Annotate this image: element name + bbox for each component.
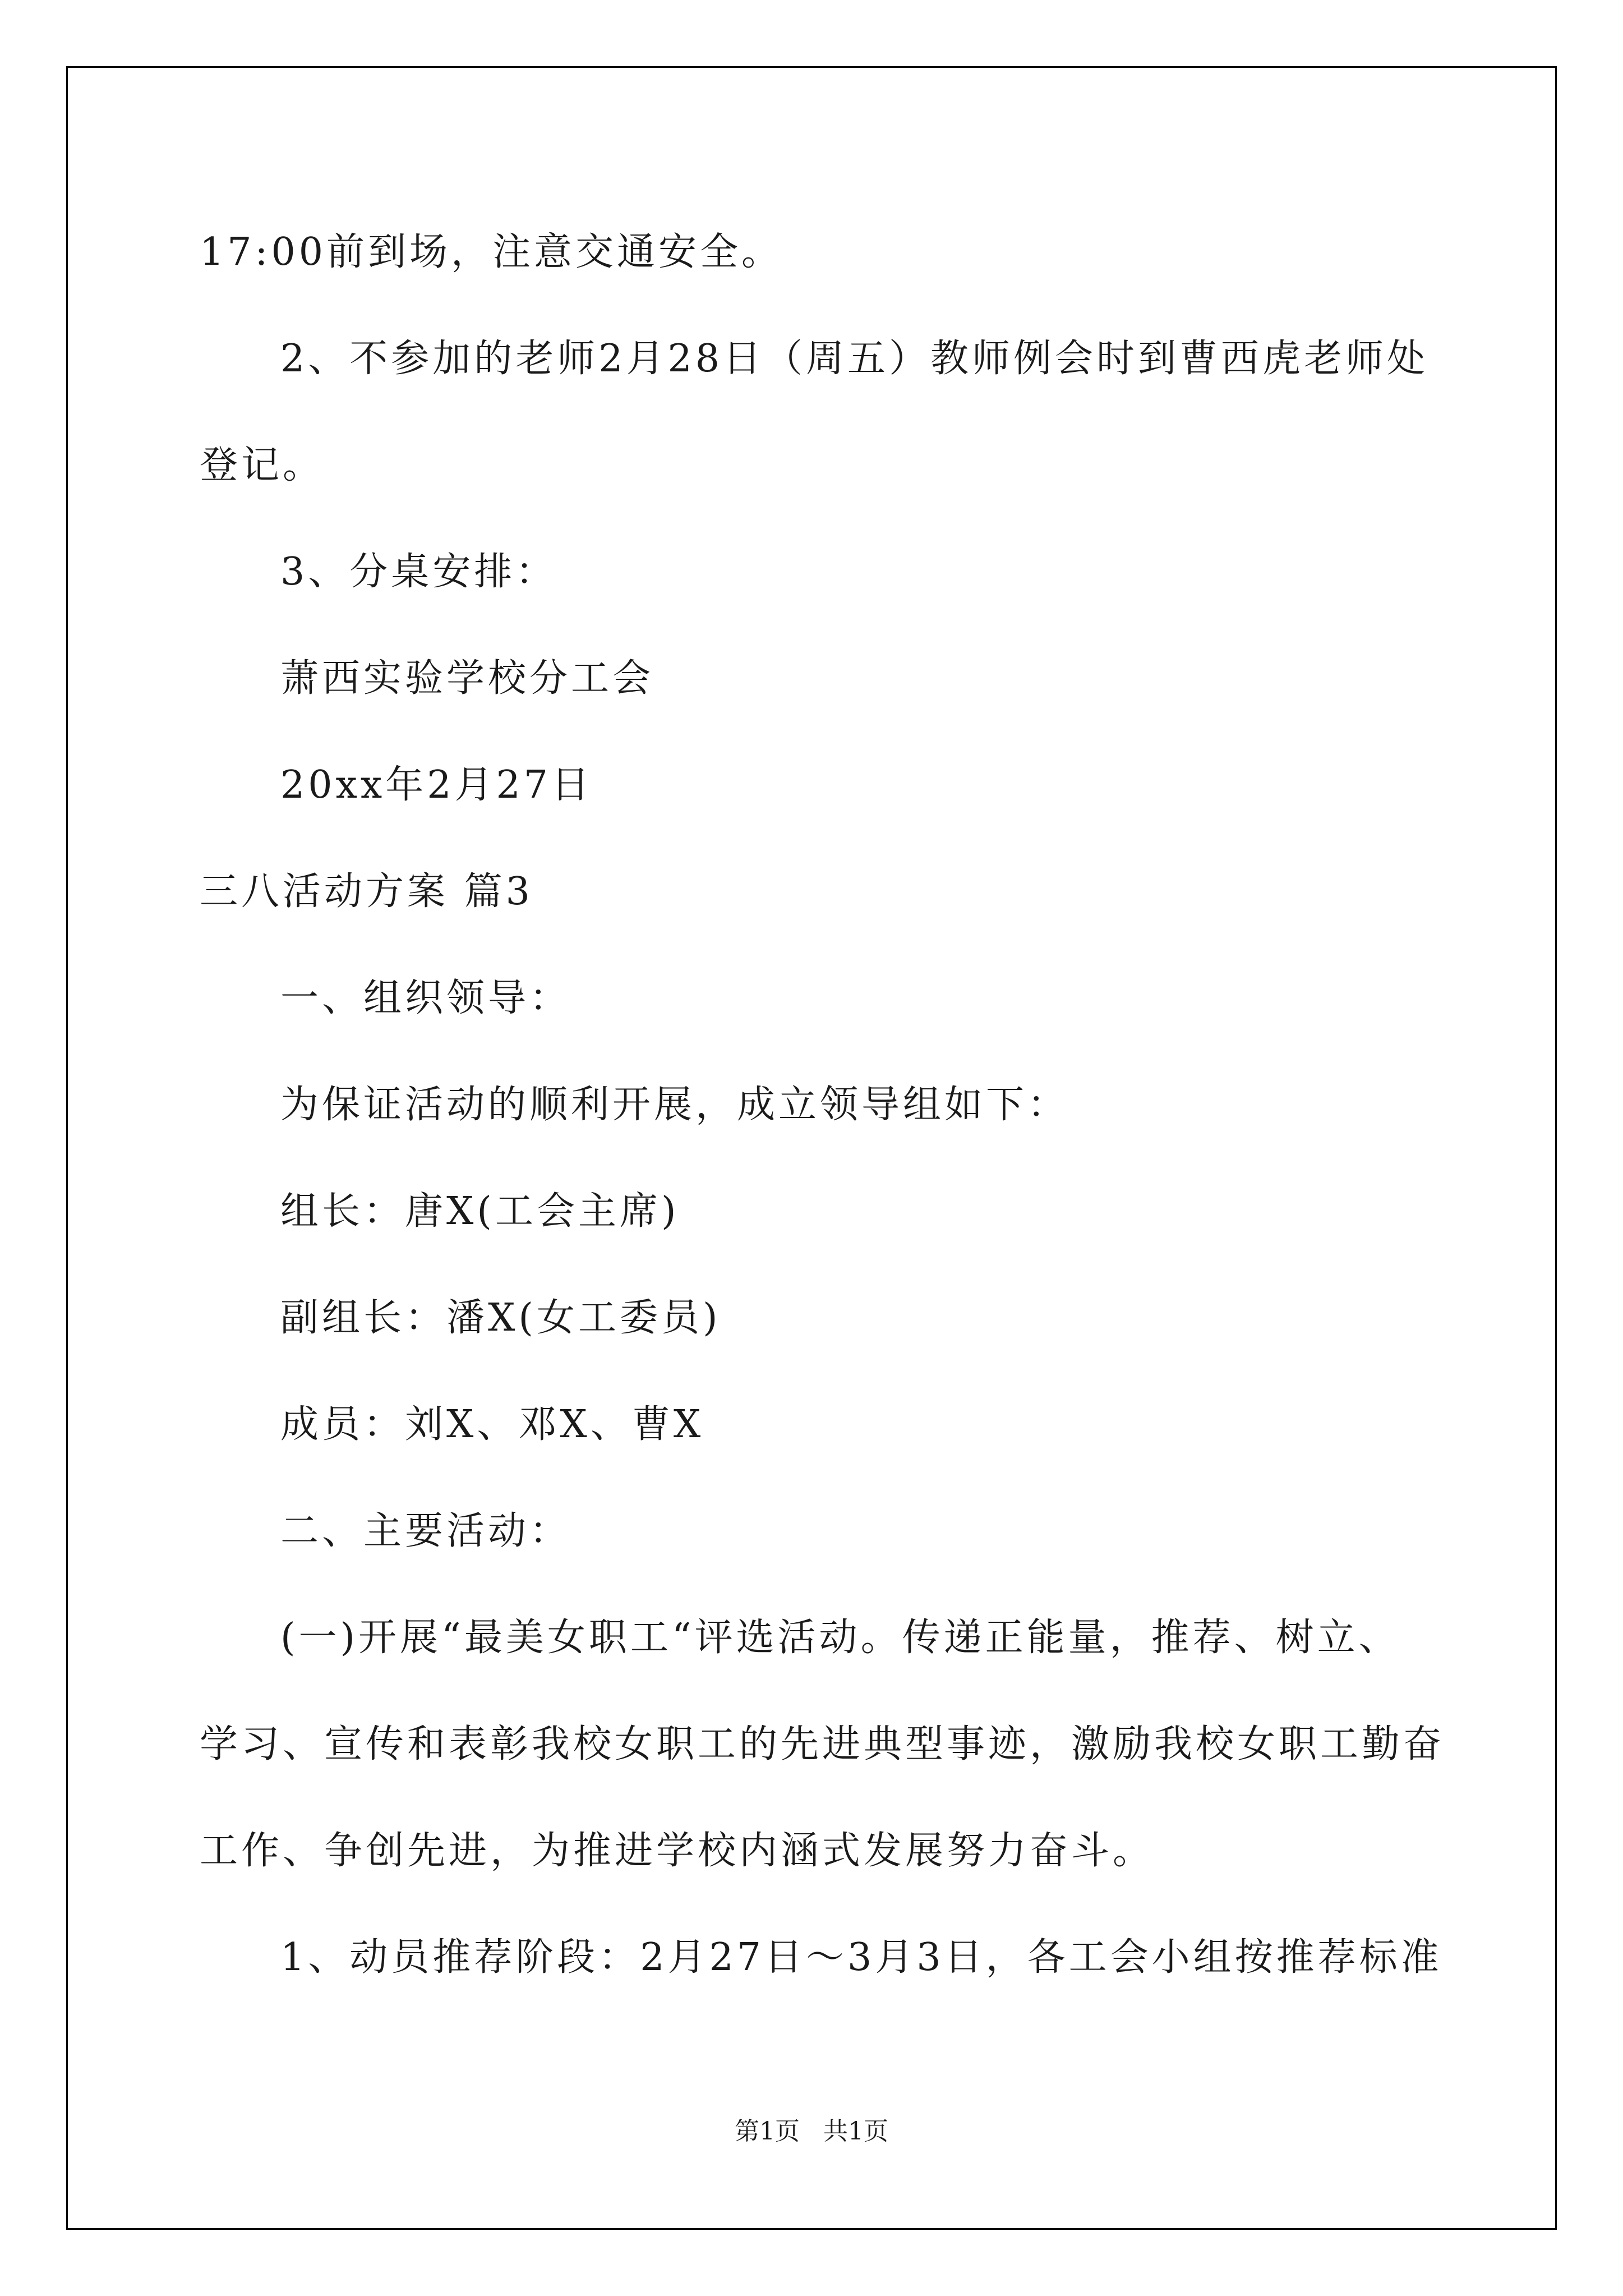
text-line-15: 学习、宣传和表彰我校女职工的先进典型事迹，激励我校女职工勤奋 [200, 1722, 1445, 1766]
text-line-1: 17:00前到场，注意交通安全。 [200, 230, 783, 274]
text-line-12: 成员：刘X、邓X、曹X [280, 1402, 704, 1447]
text-line-2: 2、不参加的老师2月28日（周五）教师例会时到曹西虎老师处 [280, 337, 1429, 381]
page-border [66, 66, 1557, 2230]
text-line-5: 萧西实验学校分工会 [280, 656, 654, 701]
section-heading: 三八活动方案 篇3 [200, 869, 533, 914]
text-line-3: 登记。 [200, 443, 325, 487]
text-line-4: 3、分桌安排： [280, 550, 557, 594]
text-line-13: 二、主要活动： [280, 1509, 571, 1553]
text-line-8: 一、组织领导： [280, 976, 571, 1020]
text-line-6: 20xx年2月27日 [280, 763, 593, 807]
text-line-14: (一)开展“最美女职工“评选活动。传递正能量，推荐、树立、 [280, 1616, 1400, 1660]
text-line-9: 为保证活动的顺利开展，成立领导组如下： [280, 1083, 1069, 1127]
text-line-17: 1、动员推荐阶段：2月27日～3月3日，各工会小组按推荐标准 [280, 1935, 1442, 1980]
text-line-16: 工作、争创先进，为推进学校内涵式发展努力奋斗。 [200, 1829, 1155, 1873]
text-line-10: 组长：唐X(工会主席) [280, 1189, 680, 1234]
page-number-footer: 第1页 共1页 [735, 2117, 888, 2146]
text-line-11: 副组长：潘X(女工委员) [280, 1296, 721, 1340]
